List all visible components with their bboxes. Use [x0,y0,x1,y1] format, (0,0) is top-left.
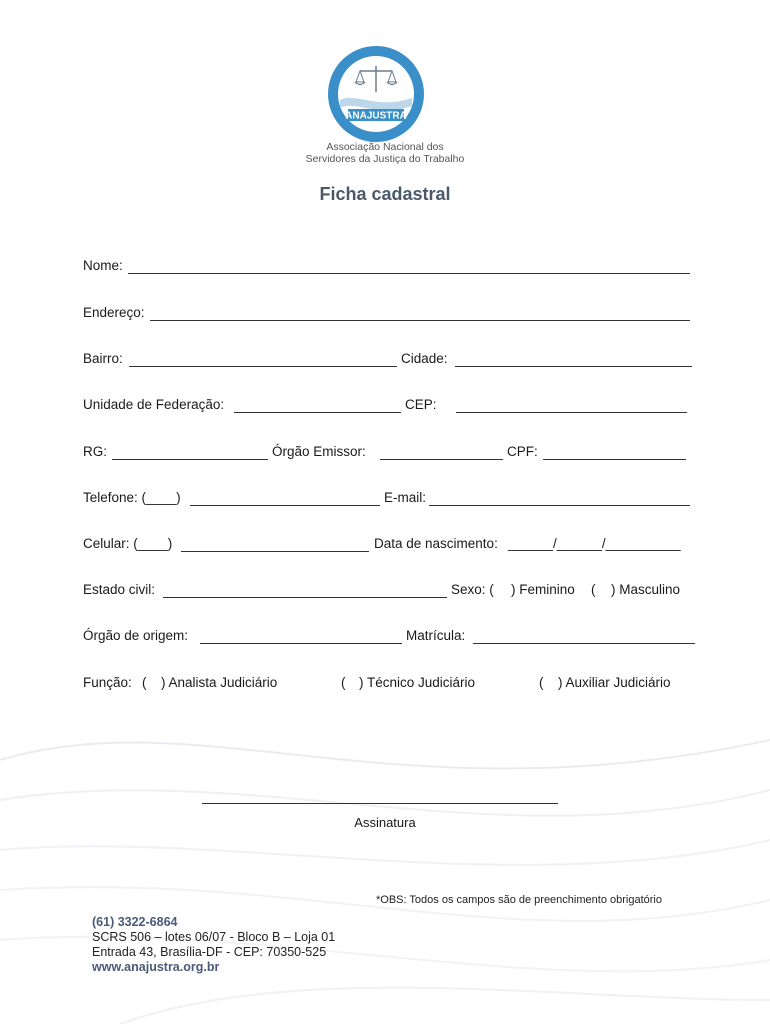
label-uf: Unidade de Federação: [83,397,225,412]
contact-website[interactable]: www.anajustra.org.br [92,960,220,974]
matricula-input-line[interactable] [473,643,695,644]
cep-input-line[interactable] [456,412,687,413]
label-rg: RG: [83,444,108,459]
option-tecnico[interactable]: ) Técnico Judiciário [359,675,476,690]
option-auxiliar[interactable]: ) Auxiliar Judiciário [558,675,671,690]
label-celular: Celular: (____) [83,536,173,551]
checkbox-auxiliar-open[interactable]: ( [539,675,544,690]
cidade-input-line[interactable] [455,366,692,367]
label-orgao-origem: Órgão de origem: [83,628,189,643]
uf-input-line[interactable] [234,412,401,413]
contact-block [92,915,335,975]
option-feminino[interactable]: ) Feminino [511,582,575,597]
obs-note: *OBS: Todos os campos são de preenchimento obrigatório [376,894,662,906]
scales-of-justice-icon [326,44,426,144]
nome-input-line[interactable] [128,273,690,274]
option-masculino[interactable]: ) Masculino [611,582,681,597]
checkbox-masculino-open[interactable]: ( [591,582,596,597]
email-input-line[interactable] [429,505,690,506]
label-bairro: Bairro: [83,351,123,366]
bairro-input-line[interactable] [129,366,397,367]
label-sexo: Sexo: ( [451,582,494,597]
page-title: Ficha cadastral [319,184,451,204]
contact-address-2: Entrada 43, Brasília-DF - CEP: 70350-525 [92,945,327,959]
checkbox-tecnico-open[interactable]: ( [341,675,346,690]
anajustra-logo [326,44,426,144]
label-telefone: Telefone: (____) [83,490,181,505]
organization-name [290,141,480,165]
label-data-nascimento: Data de nascimento: [374,536,498,551]
label-orgao-emissor: Órgão Emissor: [272,444,366,459]
celular-input-line[interactable] [181,551,369,552]
signature-line[interactable] [202,803,558,804]
contact-phone: (61) 3322-6864 [92,915,178,929]
label-estado-civil: Estado civil: [83,582,156,597]
label-matricula: Matrícula: [406,628,466,643]
label-cpf: CPF: [507,444,538,459]
signature-label: Assinatura [354,815,416,830]
org-line-2: Servidores da Justiça do Trabalho [305,153,465,165]
label-email: E-mail: [384,490,427,505]
label-nome: Nome: [83,258,123,273]
label-cep: CEP: [405,397,437,412]
label-endereco: Endereço: [83,305,145,320]
contact-address-1: SCRS 506 – lotes 06/07 - Bloco B – Loja 01 [92,930,336,944]
rg-input-line[interactable] [112,459,268,460]
orgao-emissor-input-line[interactable] [380,459,503,460]
endereco-input-line[interactable] [150,320,690,321]
data-nascimento-slots[interactable]: ______/______/__________ [508,536,681,551]
svg-text:ANAJUSTRA: ANAJUSTRA [345,110,407,122]
label-cidade: Cidade: [401,351,448,366]
cpf-input-line[interactable] [543,459,686,460]
estado-civil-input-line[interactable] [163,597,447,598]
telefone-input-line[interactable] [190,505,380,506]
option-analista[interactable]: ) Analista Judiciário [161,675,278,690]
checkbox-analista-open[interactable]: ( [142,675,147,690]
orgao-origem-input-line[interactable] [200,643,402,644]
label-funcao: Função: [83,675,132,690]
org-line-1: Associação Nacional dos [326,141,444,153]
